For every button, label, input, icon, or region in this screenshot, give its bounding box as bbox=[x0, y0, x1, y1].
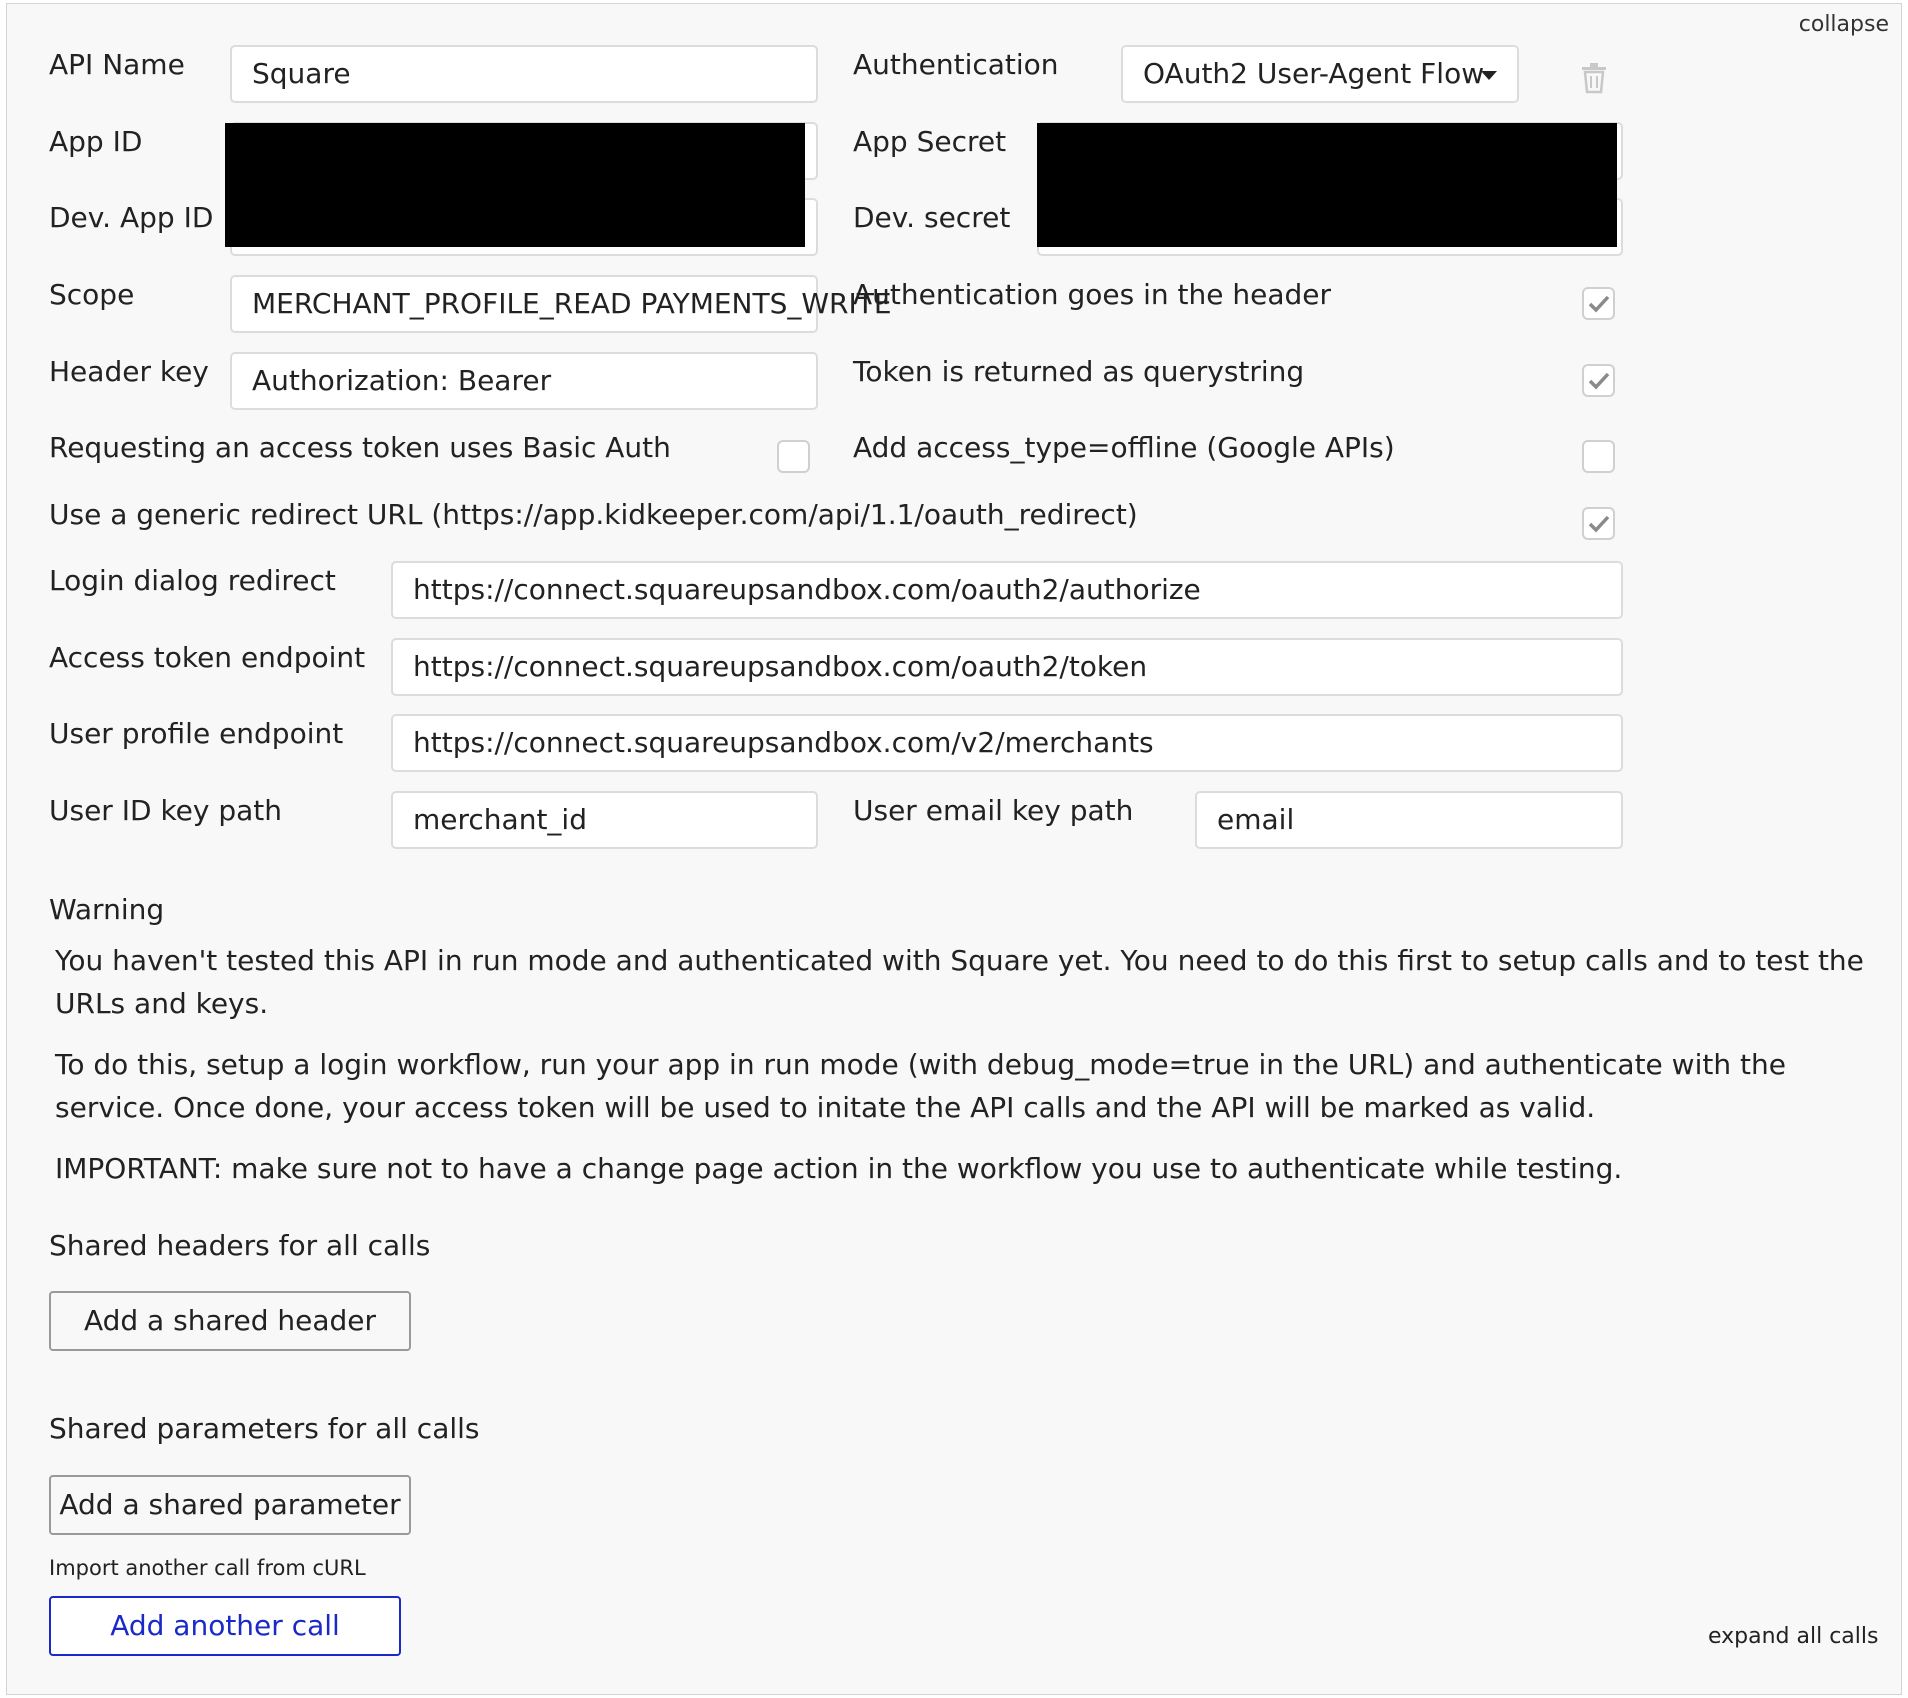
warning-important: IMPORTANT: make sure not to have a change page action in the workflow you use to authenticate while testing. bbox=[55, 1152, 1623, 1185]
user-profile-label: User profile endpoint bbox=[49, 717, 344, 750]
generic-redirect-checkbox[interactable] bbox=[1582, 507, 1615, 540]
user-email-path-input[interactable]: email bbox=[1195, 791, 1623, 849]
access-type-offline-checkbox[interactable] bbox=[1582, 440, 1615, 473]
redaction-box bbox=[225, 123, 805, 247]
authentication-selected: OAuth2 User-Agent Flow bbox=[1143, 57, 1485, 90]
header-key-label: Header key bbox=[49, 355, 209, 388]
app-id-label: App ID bbox=[49, 125, 143, 158]
login-redirect-input[interactable]: https://connect.squareupsandbox.com/oauth2/authorize bbox=[391, 561, 1623, 619]
api-settings-panel bbox=[6, 3, 1902, 1695]
warning-title: Warning bbox=[49, 893, 165, 926]
header-key-input[interactable]: Authorization: Bearer bbox=[230, 352, 818, 410]
warning-text: You haven't tested this API in run mode and authenticated with Square yet. You need to do this first to setup calls and to test the URLs and keys. bbox=[55, 944, 1864, 1020]
api-name-label: API Name bbox=[49, 48, 185, 81]
checkmark-icon bbox=[1588, 294, 1610, 314]
token-querystring-label: Token is returned as querystring bbox=[853, 355, 1305, 388]
access-token-label: Access token endpoint bbox=[49, 641, 366, 674]
dev-secret-label: Dev. secret bbox=[853, 201, 1011, 234]
app-secret-label: App Secret bbox=[853, 125, 1007, 158]
caret-down-icon bbox=[1481, 71, 1497, 80]
collapse-link[interactable]: collapse bbox=[1798, 12, 1889, 37]
auth-in-header-label: Authentication goes in the header bbox=[853, 278, 1331, 311]
shared-params-title: Shared parameters for all calls bbox=[49, 1412, 480, 1445]
user-id-path-input[interactable]: merchant_id bbox=[391, 791, 818, 849]
user-id-path-label: User ID key path bbox=[49, 794, 283, 827]
api-name-input[interactable]: Square bbox=[230, 45, 818, 103]
add-shared-parameter-button[interactable]: Add a shared parameter bbox=[49, 1475, 411, 1535]
scope-input[interactable]: MERCHANT_PROFILE_READ PAYMENTS_WRITE bbox=[230, 275, 818, 333]
expand-all-calls-link[interactable]: expand all calls bbox=[1708, 1624, 1879, 1649]
token-querystring-checkbox[interactable] bbox=[1582, 364, 1615, 397]
login-redirect-label: Login dialog redirect bbox=[49, 564, 336, 597]
checkmark-icon bbox=[1588, 514, 1610, 534]
shared-headers-title: Shared headers for all calls bbox=[49, 1229, 431, 1262]
add-another-call-button[interactable]: Add another call bbox=[49, 1596, 401, 1656]
redaction-box bbox=[1037, 123, 1617, 247]
access-type-offline-label: Add access_type=offline (Google APIs) bbox=[853, 431, 1395, 464]
authentication-label: Authentication bbox=[853, 48, 1059, 81]
user-profile-input[interactable]: https://connect.squareupsandbox.com/v2/merchants bbox=[391, 714, 1623, 772]
authentication-dropdown[interactable] bbox=[1121, 45, 1519, 103]
dev-app-id-label: Dev. App ID bbox=[49, 201, 214, 234]
warning-instructions: To do this, setup a login workflow, run your app in run mode (with debug_mode=true in the URL) and authenticate with the service. Once done, your access token will be used to initate the API calls and the API will be marked as valid. bbox=[55, 1048, 1786, 1124]
add-shared-header-button[interactable]: Add a shared header bbox=[49, 1291, 411, 1351]
basic-auth-checkbox[interactable] bbox=[777, 440, 810, 473]
checkmark-icon bbox=[1588, 371, 1610, 391]
user-email-path-label: User email key path bbox=[853, 794, 1134, 827]
basic-auth-label: Requesting an access token uses Basic Auth bbox=[49, 431, 671, 464]
auth-in-header-checkbox[interactable] bbox=[1582, 287, 1615, 320]
access-token-input[interactable]: https://connect.squareupsandbox.com/oauth2/token bbox=[391, 638, 1623, 696]
generic-redirect-label: Use a generic redirect URL (https://app.kidkeeper.com/api/1.1/oauth_redirect) bbox=[49, 498, 1138, 531]
trash-icon[interactable] bbox=[1581, 63, 1607, 93]
import-curl-link[interactable]: Import another call from cURL bbox=[49, 1556, 366, 1580]
scope-label: Scope bbox=[49, 278, 135, 311]
